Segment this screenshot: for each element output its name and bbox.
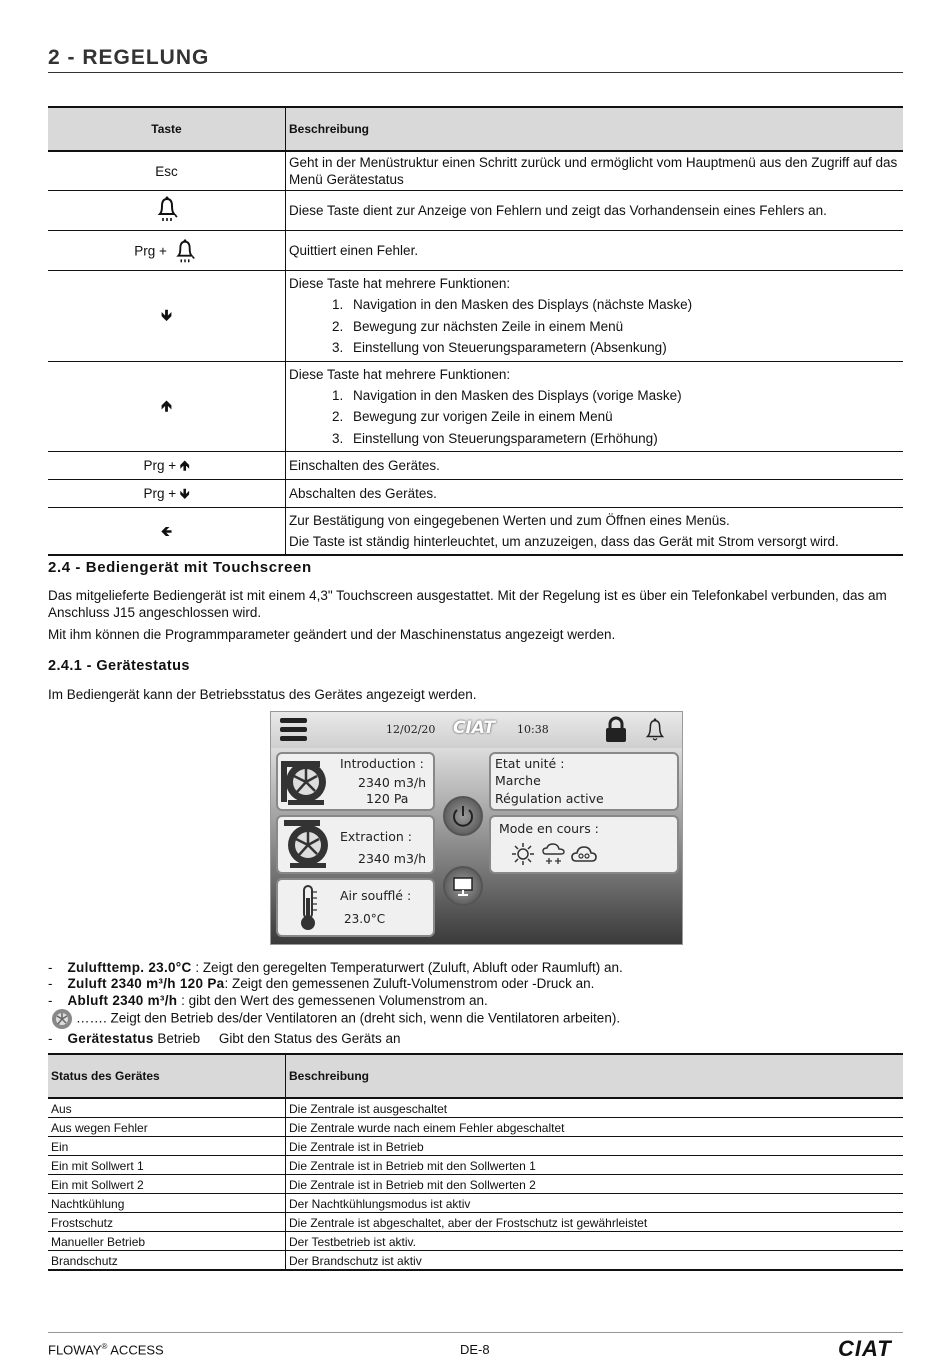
table-row — [48, 1098, 903, 1118]
power-icon — [445, 798, 481, 834]
bullet-bold: Gerätestatus — [67, 1031, 154, 1046]
bell-icon — [152, 194, 182, 224]
desc-cell: Die Zentrale ist in Betrieb mit den Sollwerten 2 — [286, 1175, 904, 1194]
desc-cell: Die Zentrale ist in Betrieb — [286, 1137, 904, 1156]
bell-icon — [171, 236, 199, 266]
status-cell: Nachtkühlung — [48, 1194, 286, 1213]
snow-cloud-icon — [541, 841, 567, 867]
bullet-text: : gibt den Wert des gemessenen Volumenstrom an. — [177, 993, 488, 1008]
unit-status-panel[interactable] — [489, 752, 679, 811]
table-row — [48, 1232, 903, 1251]
desc-cell — [286, 361, 904, 452]
extraction-flow: 2340 m3/h — [358, 851, 427, 866]
list-item: 2. Bewegung zur vorigen Zeile in einem Menü — [347, 406, 900, 428]
table-row — [48, 480, 903, 508]
list-item: 1. Navigation in den Masken des Displays (nächste Maske) — [347, 294, 900, 316]
bullet-text: Betrieb Gibt den Status des Geräts an — [153, 1031, 401, 1046]
key-cell — [48, 361, 286, 452]
table-row — [48, 1213, 903, 1232]
etat-line2: Régulation active — [495, 791, 604, 806]
key-cell — [48, 271, 286, 362]
desc-cell: Der Nachtkühlungsmodus ist aktiv — [286, 1194, 904, 1213]
function-list — [289, 294, 900, 359]
table-row — [48, 361, 903, 452]
introduction-pressure: 120 Pa — [366, 791, 409, 806]
ciat-logo: CIAT — [838, 1336, 892, 1361]
screen-date: 12/02/20 — [386, 723, 436, 736]
display-button[interactable] — [443, 866, 483, 906]
arrow-down-icon: 🡻 — [179, 486, 190, 501]
air-supply-panel[interactable] — [276, 878, 435, 937]
touchscreen-image — [270, 711, 683, 945]
desc-col-header: Beschreibung — [286, 1054, 904, 1098]
cloud-icon — [571, 842, 597, 866]
page-title: 2 - REGELUNG — [48, 46, 210, 69]
registered-mark: ® — [101, 1342, 108, 1351]
section-heading: 2.4 - Bediengerät mit Touchscreen — [48, 559, 312, 576]
status-cell: Aus — [48, 1098, 286, 1118]
product-suffix: ACCESS — [107, 1342, 164, 1358]
desc-cell: Der Brandschutz ist aktiv — [286, 1251, 904, 1271]
title-divider — [48, 72, 903, 73]
status-cell: Aus wegen Fehler — [48, 1118, 286, 1137]
table-row — [48, 508, 903, 556]
introduction-panel[interactable] — [276, 752, 435, 811]
status-cell: Ein — [48, 1137, 286, 1156]
bullet-item: - Zulufttemp. 23.0°C : Zeigt den geregelten Temperaturwert (Zuluft, Abluft oder Raumluft) an. — [48, 960, 623, 975]
table-row — [48, 1175, 903, 1194]
bullet-text: : Zeigt den gemessenen Zuluft-Volumenstrom oder -Druck an. — [224, 976, 595, 991]
table-row — [48, 1137, 903, 1156]
status-col-header: Status des Gerätes — [48, 1054, 286, 1098]
desc-cell: Die Zentrale ist abgeschaltet, aber der Frostschutz ist gewährleistet — [286, 1213, 904, 1232]
status-cell: Manueller Betrieb — [48, 1232, 286, 1251]
bullet-text: : Zeigt den geregelten Temperaturwert (Zuluft, Abluft oder Raumluft) an. — [191, 960, 623, 975]
key-cell — [48, 231, 286, 271]
table-row — [48, 191, 903, 231]
status-table — [48, 1053, 903, 1271]
etat-line1: Marche — [495, 773, 541, 788]
introduction-label: Introduction : — [340, 756, 424, 771]
desc-text: Zur Bestätigung von eingegebenen Werten und zum Öffnen eines Menüs. — [289, 513, 730, 528]
fan-icon — [280, 819, 336, 869]
fan-icon — [280, 756, 336, 806]
key-prefix: Prg + — [143, 458, 177, 473]
introduction-flow: 2340 m3/h — [358, 775, 427, 790]
desc-cell: Der Testbetrieb ist aktiv. — [286, 1232, 904, 1251]
key-table-header — [48, 107, 903, 151]
product-name: FLOWAY — [48, 1342, 102, 1358]
table-row — [48, 1156, 903, 1175]
fan-icon — [48, 1008, 76, 1030]
desc-cell — [286, 508, 904, 556]
bullet-item: - Abluft 2340 m³/h : gibt den Wert des gemessenen Volumenstrom an. — [48, 993, 488, 1008]
key-cell — [48, 452, 286, 480]
status-cell: Ein mit Sollwert 2 — [48, 1175, 286, 1194]
table-row — [48, 231, 903, 271]
key-cell — [48, 480, 286, 508]
desc-cell: Die Zentrale ist in Betrieb mit den Sollwerten 1 — [286, 1156, 904, 1175]
desc-col-header: Beschreibung — [286, 107, 904, 151]
menu-icon — [279, 716, 309, 744]
desc-cell: Abschalten des Gerätes. — [286, 480, 904, 508]
desc-cell: Quittiert einen Fehler. — [286, 231, 904, 271]
bullet-text: ……. Zeigt den Betrieb des/der Ventilatoren an (dreht sich, wenn die Ventilatoren arbeiten). — [76, 1010, 621, 1026]
arrow-up-icon: 🡹 — [179, 458, 190, 473]
desc-text: Diese Taste hat mehrere Funktionen: — [289, 276, 511, 291]
arrow-down-icon: 🡻 — [161, 307, 172, 325]
mode-label: Mode en cours : — [499, 821, 599, 836]
footer-product — [48, 1342, 164, 1357]
list-item: 3. Einstellung von Steuerungsparametern (Absenkung) — [347, 337, 900, 359]
lock-icon — [604, 716, 628, 744]
function-list — [289, 385, 900, 450]
bullet-bold: Zuluft 2340 m³/h 120 Pa — [67, 976, 225, 991]
bullet-bold: Abluft 2340 m³/h — [67, 993, 178, 1008]
table-row — [48, 271, 903, 362]
paragraph: Mit ihm können die Programmparameter geändert und der Maschinenstatus angezeigt werden. — [48, 627, 616, 642]
screen-time: 10:38 — [517, 723, 549, 736]
page-number: DE-8 — [460, 1342, 490, 1357]
bullet-bold: Zulufttemp. 23.0°C — [67, 960, 192, 975]
mode-panel[interactable] — [489, 815, 679, 874]
bullet-item: - Gerätestatus Betrieb Gibt den Status des Geräts an — [48, 1031, 401, 1046]
list-item: 3. Einstellung von Steuerungsparametern (Erhöhung) — [347, 428, 900, 450]
desc-cell: Die Zentrale ist ausgeschaltet — [286, 1098, 904, 1118]
list-item: 1. Navigation in den Masken des Displays (vorige Maske) — [347, 385, 900, 407]
sun-icon — [511, 842, 535, 866]
desc-cell: Die Zentrale wurde nach einem Fehler abgeschaltet — [286, 1118, 904, 1137]
key-cell — [48, 508, 286, 556]
table-row — [48, 151, 903, 191]
key-table — [48, 106, 903, 556]
key-cell: Esc — [48, 151, 286, 191]
table-row — [48, 1194, 903, 1213]
table-row — [48, 452, 903, 480]
paragraph: Im Bediengerät kann der Betriebsstatus des Gerätes angezeigt werden. — [48, 687, 477, 702]
arrow-up-icon: 🡹 — [161, 397, 172, 415]
screen-logo: CIAT — [453, 718, 495, 738]
key-prefix: Prg + — [134, 243, 167, 258]
key-col-header: Taste — [48, 107, 286, 151]
status-cell: Frostschutz — [48, 1213, 286, 1232]
desc-cell: Einschalten des Gerätes. — [286, 452, 904, 480]
key-cell — [48, 191, 286, 231]
air-label: Air soufflé : — [340, 888, 412, 903]
desc-cell — [286, 271, 904, 362]
key-prefix: Prg + — [143, 486, 177, 501]
list-item: 2. Bewegung zur nächsten Zeile in einem Menü — [347, 316, 900, 338]
paragraph: Das mitgelieferte Bediengerät ist mit einem 4,3" Touchscreen ausgestattet. Mit der Regelung ist es über ein Telefonkabel verbunden, das am Anschluss J15 angeschlossen wird. — [48, 588, 887, 620]
subsection-heading: 2.4.1 - Gerätestatus — [48, 658, 190, 674]
power-button[interactable] — [443, 796, 483, 836]
desc-cell: Geht in der Menüstruktur einen Schritt zurück und ermöglicht vom Hauptmenü aus den Zugriff auf das Menü Gerätestatus — [286, 151, 904, 191]
air-temp: 23.0°C — [344, 912, 386, 926]
desc-cell: Diese Taste dient zur Anzeige von Fehlern und zeigt das Vorhandensein eines Fehlers an. — [286, 191, 904, 231]
table-row — [48, 1251, 903, 1271]
screen-topbar — [271, 712, 682, 748]
status-cell: Brandschutz — [48, 1251, 286, 1271]
status-table-header — [48, 1054, 903, 1098]
etat-label: Etat unité : — [495, 756, 565, 771]
desc-text: Diese Taste hat mehrere Funktionen: — [289, 366, 511, 382]
screen-body — [271, 748, 682, 944]
bullet-item — [48, 1008, 620, 1030]
bullet-item: - Zuluft 2340 m³/h 120 Pa: Zeigt den gemessenen Zuluft-Volumenstrom oder -Druck an. — [48, 976, 595, 991]
extraction-panel[interactable] — [276, 815, 435, 874]
monitor-icon — [445, 868, 481, 904]
arrow-left-icon: 🡸 — [161, 523, 172, 539]
table-row — [48, 1118, 903, 1137]
extraction-label: Extraction : — [340, 829, 412, 844]
desc-text: Die Taste ist ständig hinterleuchtet, um anzuzeigen, dass das Gerät mit Strom versorgt wird. — [289, 534, 839, 549]
thermometer-icon — [298, 884, 318, 932]
footer-divider — [48, 1332, 903, 1333]
bell-icon — [641, 715, 669, 745]
status-cell: Ein mit Sollwert 1 — [48, 1156, 286, 1175]
